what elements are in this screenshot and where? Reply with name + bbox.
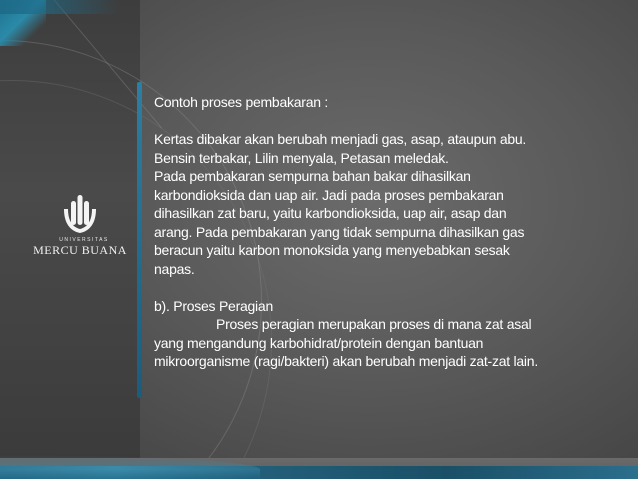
section-heading: Contoh proses pembakaran : xyxy=(154,94,329,110)
text-line: dihasilkan zat baru, yaitu karbondioksida, uap air, asap dan xyxy=(154,205,507,221)
paragraph-line: yang mengandung karbohidrat/protein dengan bantuan xyxy=(154,334,484,351)
logo-subtitle: UNIVERSITAS xyxy=(59,237,109,243)
text-line: Bensin terbakar, Lilin menyala, Petasan meledak. xyxy=(154,149,449,166)
logo-name: MERCU BUANA xyxy=(33,243,127,257)
text-line: Kertas dibakar akan berubah menjadi gas, asap, ataupun abu. xyxy=(154,131,527,147)
text-line: beracun yaitu karbon monoksida yang menyebabkan sesak xyxy=(154,242,510,258)
text-line: Pada pembakaran sempurna bahan bakar dihasilkan xyxy=(154,168,471,184)
text-line: arang. Pada pembakaran yang tidak sempurna dihasilkan gas xyxy=(154,223,525,240)
text-line: napas. xyxy=(154,260,195,277)
subheading: b). Proses Peragian xyxy=(154,297,273,314)
text-line: karbondioksida dan uap air. Jadi pada proses pembakaran xyxy=(154,186,504,203)
accent-bar xyxy=(137,82,142,398)
paragraph-line: Proses peragian merupakan proses di mana zat asal xyxy=(216,316,532,332)
paragraph-line: mikroorganisme (ragi/bakteri) akan berubah menjadi zat-zat lain. xyxy=(154,353,538,369)
top-accent xyxy=(0,0,120,14)
university-logo-icon xyxy=(60,193,100,235)
slide-content xyxy=(154,93,632,371)
